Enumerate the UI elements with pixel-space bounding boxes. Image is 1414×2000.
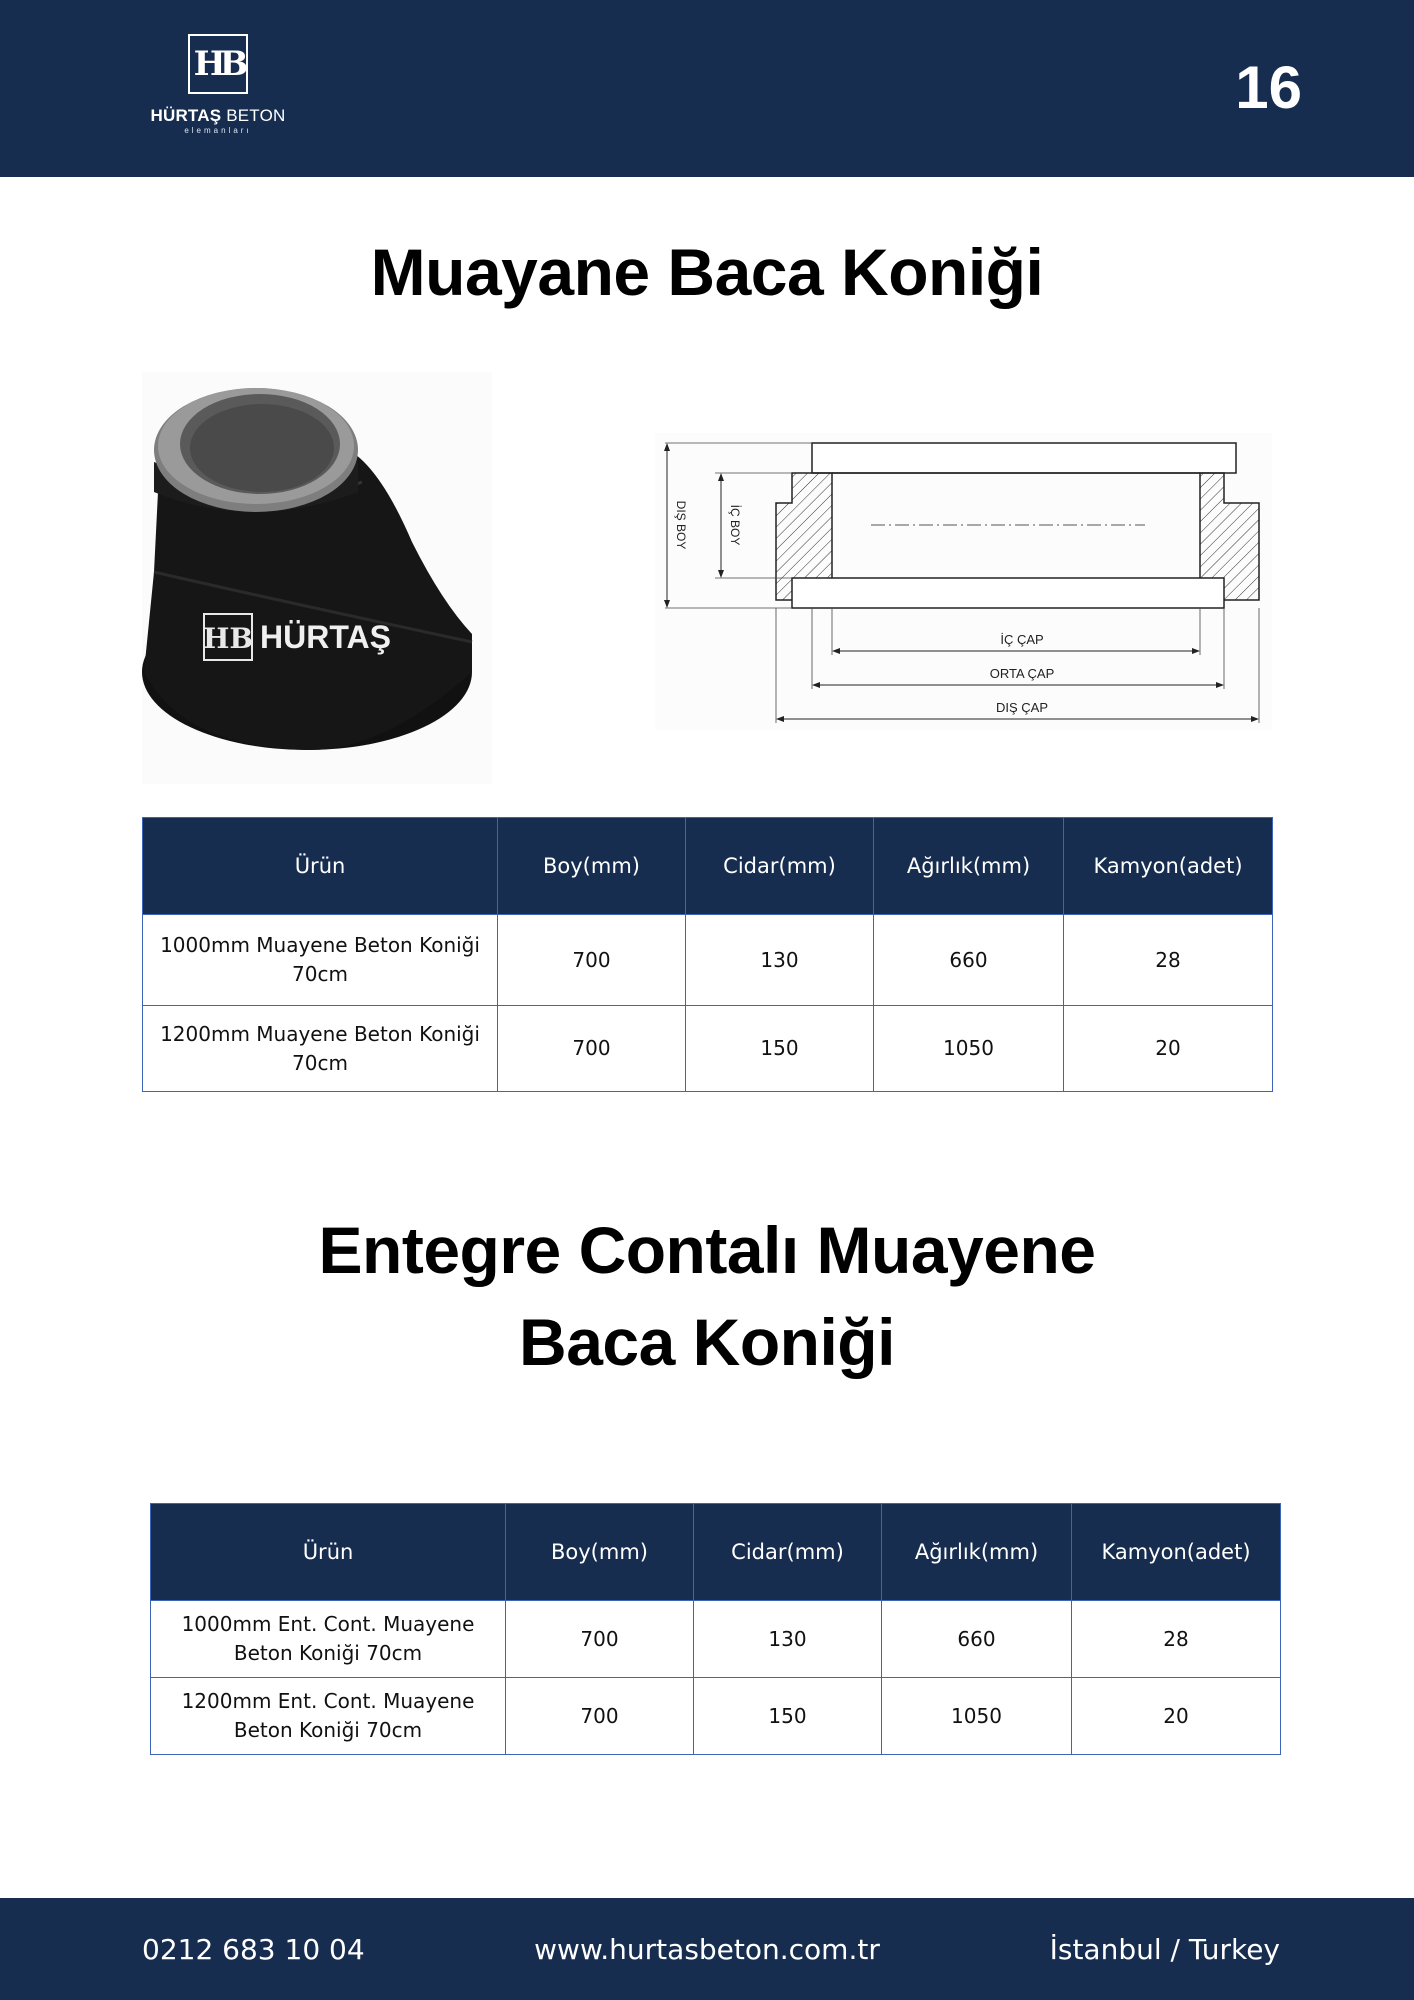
header-kamyon: Kamyon(adet) — [1064, 818, 1273, 915]
logo-brand: HÜRTAŞ — [150, 106, 222, 125]
label-ic-cap: İÇ ÇAP — [1000, 632, 1044, 647]
page-header — [0, 0, 1414, 177]
photo-brand-text: HÜRTAŞ — [260, 619, 391, 655]
label-orta-cap: ORTA ÇAP — [989, 666, 1055, 681]
cell-kamyon: 28 — [1064, 915, 1273, 1006]
table-row — [143, 1006, 1273, 1092]
page-number: 16 — [1235, 54, 1302, 121]
footer-location: İstanbul / Turkey — [1049, 1933, 1280, 1966]
cell-cidar: 130 — [686, 915, 874, 1006]
company-logo — [145, 34, 291, 135]
header-cidar: Cidar(mm) — [694, 1504, 882, 1601]
cell-boy: 700 — [498, 1006, 686, 1092]
cell-boy: 700 — [498, 915, 686, 1006]
cell-urun: 1000mm Muayene Beton Koniği 70cm — [143, 915, 498, 1006]
footer-website[interactable]: www.hurtasbeton.com.tr — [534, 1933, 880, 1966]
product-photo — [142, 372, 492, 784]
page-footer — [0, 1898, 1414, 2000]
logo-name — [145, 106, 291, 126]
table-header-row — [151, 1504, 1281, 1601]
cell-kamyon: 20 — [1064, 1006, 1273, 1092]
cell-agirlik: 660 — [882, 1601, 1072, 1678]
cell-kamyon: 20 — [1072, 1678, 1281, 1755]
spec-table-2 — [150, 1503, 1281, 1755]
section2-title-line1: Entegre Contalı Muayene — [318, 1213, 1096, 1287]
header-agirlik: Ağırlık(mm) — [874, 818, 1064, 915]
cell-cidar: 130 — [694, 1601, 882, 1678]
section1-title: Muayane Baca Koniği — [370, 235, 1044, 309]
cell-urun: 1200mm Muayene Beton Koniği 70cm — [143, 1006, 498, 1092]
footer-phone: 0212 683 10 04 — [142, 1933, 365, 1966]
cell-agirlik: 660 — [874, 915, 1064, 1006]
header-cidar: Cidar(mm) — [686, 818, 874, 915]
header-boy: Boy(mm) — [498, 818, 686, 915]
cell-urun: 1200mm Ent. Cont. Muayene Beton Koniği 70cm — [151, 1678, 506, 1755]
logo-word: BETON — [226, 106, 286, 125]
header-urun: Ürün — [151, 1504, 506, 1601]
table-header-row — [143, 818, 1273, 915]
cell-agirlik: 1050 — [882, 1678, 1072, 1755]
table-row — [151, 1678, 1281, 1755]
label-ic-boy: İÇ BOY — [728, 504, 742, 546]
header-urun: Ürün — [143, 818, 498, 915]
cell-boy: 700 — [506, 1601, 694, 1678]
header-kamyon: Kamyon(adet) — [1072, 1504, 1281, 1601]
spec-table-1 — [142, 817, 1273, 1092]
technical-drawing — [655, 433, 1272, 730]
logo-monogram: HB — [188, 34, 248, 94]
table-row — [143, 915, 1273, 1006]
cell-cidar: 150 — [694, 1678, 882, 1755]
table-row — [151, 1601, 1281, 1678]
label-dis-boy: DIŞ BOY — [674, 500, 688, 550]
section2-title — [0, 1204, 1414, 1388]
header-boy: Boy(mm) — [506, 1504, 694, 1601]
label-dis-cap: DIŞ ÇAP — [995, 700, 1049, 715]
cell-agirlik: 1050 — [874, 1006, 1064, 1092]
logo-subtitle: elemanları — [184, 126, 252, 135]
photo-logo-monogram: HB — [202, 622, 254, 655]
cell-urun: 1000mm Ent. Cont. Muayene Beton Koniği 70cm — [151, 1601, 506, 1678]
cell-cidar: 150 — [686, 1006, 874, 1092]
cell-kamyon: 28 — [1072, 1601, 1281, 1678]
header-agirlik: Ağırlık(mm) — [882, 1504, 1072, 1601]
cell-boy: 700 — [506, 1678, 694, 1755]
section2-title-line2: Baca Koniği — [519, 1305, 895, 1379]
